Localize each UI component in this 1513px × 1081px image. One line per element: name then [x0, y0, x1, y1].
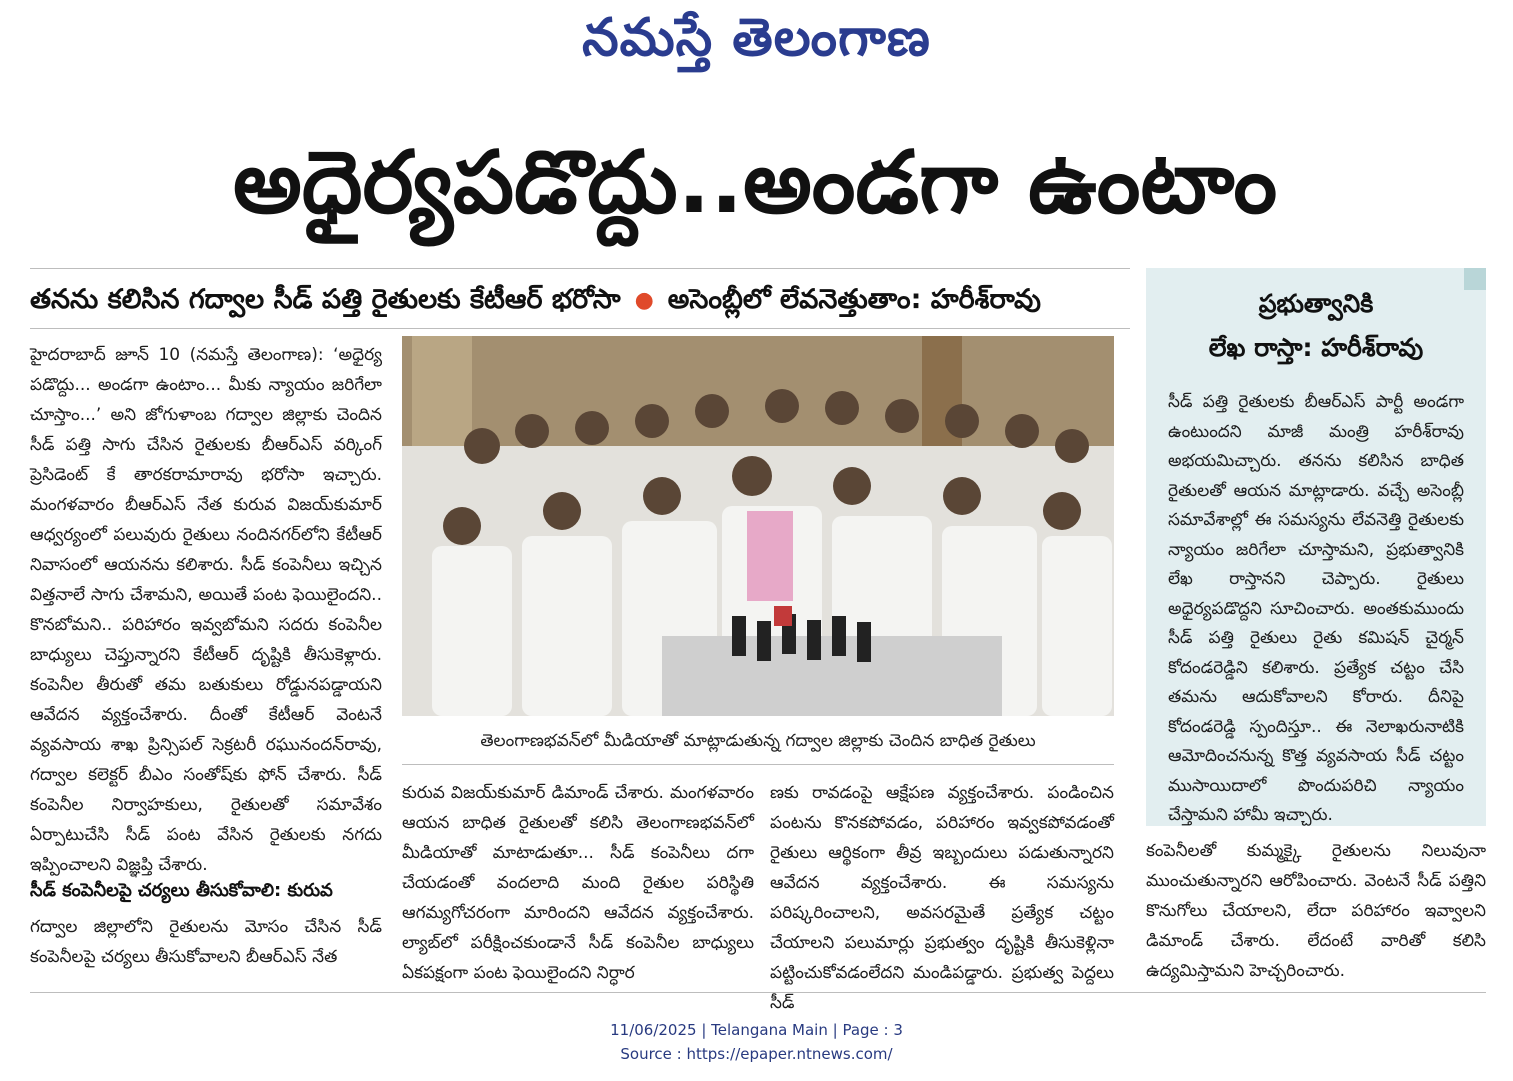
sub-deck-right: అసెంబ్లీలో లేవనెత్తుతాం: హరీశ్‌రావు [667, 284, 1041, 315]
article-column-2: కురువ విజయ్‌కుమార్ డిమాండ్ చేశారు. మంగళవారం ఆయన బాధిత రైతులతో కలిసి తెలంగాణభవన్‌లో మీడియాతో మాటాడుతూ... సీడ్ కంపెనీలు దగా చేయడంతో వందలాది మంది రైతుల పరిస్థితి ఆగమ్యగోచరంగా మారిందని ఆవేదన వ్యక్తంచేశారు. ల్యాబ్‌లో పరీక్షించకుండానే సీడ్ కంపెనీల బాధ్యులు ఏకపక్షంగా పంట ఫెయిలైందని నిర్ధార [402, 783, 754, 983]
article-column-1: హైదరాబాద్ జూన్ 10 (నమస్తే తెలంగాణ): ‘అధైర్య పడొద్దు... అండగా ఉంటాం... మీకు న్యాయం జరిగేలా చూస్తాం...’ అని జోగుళాంబ గద్వాల జిల్లాకు చెందిన సీడ్ పత్తి సాగు చేసిన రైతులకు బీఆర్ఎస్ వర్కింగ్ ప్రెసిడెంట్ కే తారకరామారావు భరోసా ఇచ్చారు. మంగళవారం బీఆర్ఎస్ నేత కురువ విజయ్‌కుమార్ ఆధ్వర్యంలో పలువురు రైతులు నందినగర్‌లోని కేటీఆర్ నివాసంలో ఆయనను కలిశారు. సీడ్ కంపెనీలు ఇచ్చిన విత్తనాలే సాగు చేశామని, అయితే పంట ఫెయిలైందని.. కొనబోమని.. పరిహారం ఇవ్వబోమని సదరు కంపెనీల బాధ్యులు చెప్తున్నారని కేటీఆర్ దృష్టికి తీసుకెళ్లారు. కంపెనీల తీరుతో తమ బతుకులు రోడ్డునపడ్డాయని ఆవేదన వ్యక్తంచేశారు. దీంతో కేటీఆర్ వెంటనే వ్యవసాయ శాఖ ప్రిన్సిపల్ సెక్రటరీ రఘునందన్‌రావు, గద్వాల కలెక్టర్ బీఎం సంతోష్‌కు ఫోన్ చేశారు. సీడ్ కంపెనీల నిర్వాహకులు, రైతులతో సమావేశం ఏర్పాటుచేసి సీడ్ పంట వేసిన రైతులకు నగదు ఇప్పించాలని విజ్ఞప్తి చేశారు. [30, 345, 382, 875]
footer-source: Source : https://epaper.ntnews.com/ [620, 1045, 893, 1063]
sidebar-title [1146, 282, 1486, 370]
footer-date-page: 11/06/2025 | Telangana Main | Page : 3 [610, 1021, 903, 1039]
sub-deck [30, 280, 1130, 321]
article-column-4: కంపెనీలతో కుమ్మక్కై రైతులను నిలువునా ముంచుతున్నారని ఆరోపించారు. వెంటనే సీడ్ పత్తిని కొనుగోలు చేయాలని, లేదా పరిహారం ఇవ్వాలని డిమాండ్ చేశారు. లేదంటే వారితో కలిసి ఉద్యమిస్తామని హెచ్చరించారు. [1146, 841, 1486, 981]
sidebar-body: సీడ్ పత్తి రైతులకు బీఆర్ఎస్ పార్టీ అండగా ఉంటుందని మాజీ మంత్రి హరీశ్‌రావు అభయమిచ్చారు. తనను కలిసిన బాధిత రైతులతో ఆయన మాట్లాడారు. వచ్చే అసెంబ్లీ సమావేశాల్లో ఈ సమస్యను లేవనెత్తి రైతులకు న్యాయం జరిగేలా చూస్తామని, ప్రభుత్వానికి లేఖ రాస్తానని చెప్పారు. రైతులు అధైర్యపడొద్దని సూచించారు. అంతకుముందు సీడ్ పత్తి రైతులు రైతు కమిషన్ చైర్మన్ కోదండరెడ్డిని కలిశారు. ప్రత్యేక చట్టం చేసి తమను ఆదుకోవాలని కోరారు. దీనిపై కోదండరెడ్డి స్పందిస్తూ.. ఈ నెలాఖరునాటికి ఆమోదించనున్న కొత్త వ్యవసాయ సీడ్ చట్టం ముసాయిదాలో పొందుపరిచి న్యాయం చేస్తామని హామీ ఇచ్చారు. [1168, 392, 1464, 825]
divider [30, 328, 1130, 329]
photo-illustration [402, 336, 1114, 716]
news-photo [402, 336, 1114, 716]
divider [30, 268, 1130, 269]
page-footer [0, 1018, 1513, 1066]
article-column-1-tail: గద్వాల జిల్లాలోని రైతులను మోసం చేసిన సీడ్ కంపెనీలపై చర్యలు తీసుకోవాలని బీఆర్ఎస్ నేత [30, 917, 382, 967]
sidebar-title-line-2: లేఖ రాస్తా: హరీశ్‌రావు [1208, 333, 1424, 362]
article-subhead: సీడ్ కంపెనీలపై చర్యలు తీసుకోవాలి: కురువ [30, 880, 333, 901]
masthead-logo: నమస్తే తెలంగాణ [582, 8, 931, 68]
divider [30, 992, 1486, 993]
bullet-icon: ● [634, 287, 654, 313]
headline: అధైర్యపడొద్దు..అండగా ఉంటాం [232, 133, 1278, 233]
sidebar-title-line-1: ప్రభుత్వానికి [1258, 289, 1374, 318]
divider [402, 764, 1114, 765]
photo-caption: తెలంగాణభవన్‌లో మీడియాతో మాట్లాడుతున్న గద్వాల జిల్లాకు చెందిన బాధిత రైతులు [480, 731, 1036, 751]
sidebar-box [1146, 268, 1486, 826]
sub-deck-left: తనను కలిసిన గద్వాల సీడ్ పత్తి రైతులకు కేటీఆర్ భరోసా [30, 284, 621, 315]
article-column-3: ణకు రావడంపై ఆక్షేపణ వ్యక్తంచేశారు. పండించిన పంటను కొనకపోవడం, పరిహారం ఇవ్వకపోవడంతో రైతులు ఆర్థికంగా తీవ్ర ఇబ్బందులు పడుతున్నారని ఆవేదన వ్యక్తంచేశారు. ఈ సమస్యను పరిష్కరించాలని, అవసరమైతే ప్రత్యేక చట్టం చేయాలని పలుమార్లు ప్రభుత్వం దృష్టికి తీసుకెళ్లినా పట్టించుకోవడంలేదని మండిపడ్డారు. ప్రభుత్వ పెద్దలు సీడ్ [770, 783, 1114, 1013]
